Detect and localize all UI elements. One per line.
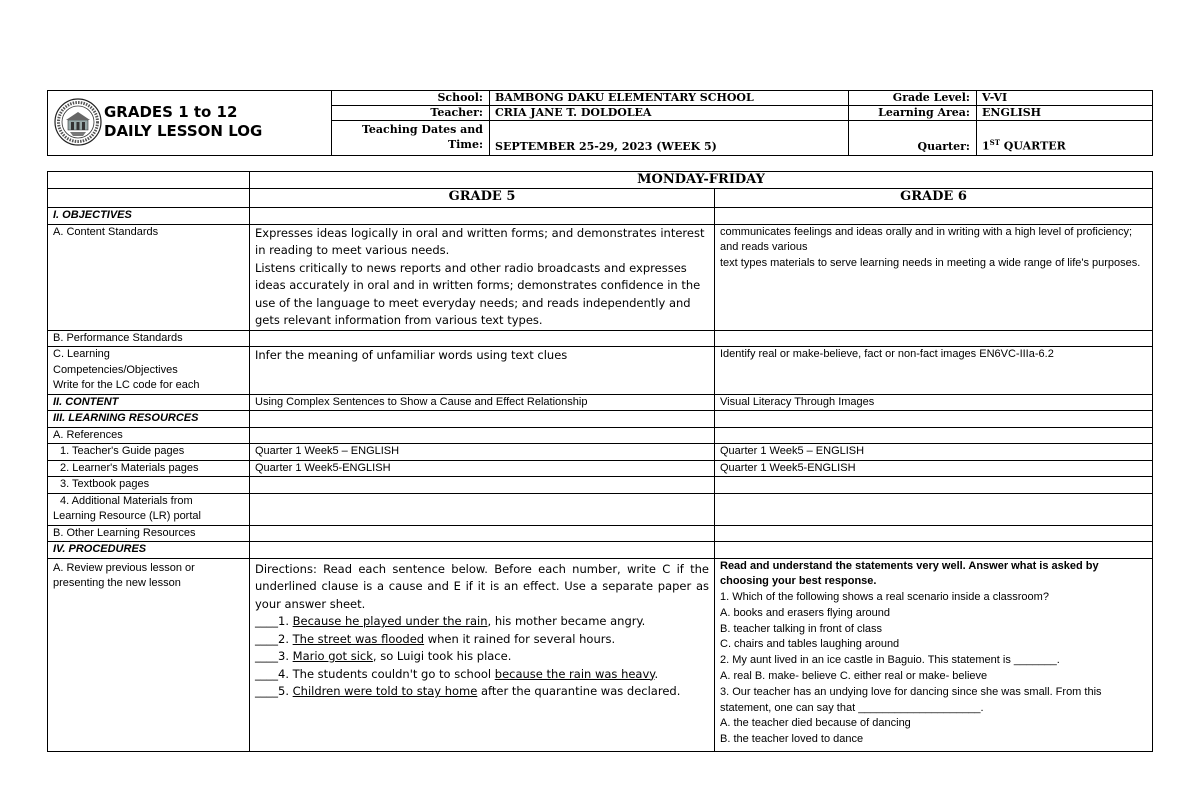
dates-label-line-1: Teaching Dates and bbox=[361, 123, 483, 136]
blank-cell bbox=[250, 477, 715, 494]
competencies-label bbox=[48, 347, 250, 395]
learning-resources-heading: III. LEARNING RESOURCES bbox=[48, 411, 250, 428]
blank-cell bbox=[715, 427, 1153, 444]
procedures-heading: IV. PROCEDURES bbox=[48, 542, 250, 559]
question-line: 1. Which of the following shows a real scenario inside a classroom? bbox=[720, 591, 1049, 604]
other-resources-label: B. Other Learning Resources bbox=[48, 525, 250, 542]
underlined-clause: The street was flooded bbox=[292, 631, 425, 646]
question-line: 3. Our teacher has an undying love for dancing since she was small. From this bbox=[720, 685, 1102, 698]
blank-cell bbox=[715, 542, 1153, 559]
blank-cell bbox=[250, 542, 715, 559]
choice-line: A. books and erasers flying around bbox=[720, 606, 890, 619]
item-text: ____1. bbox=[255, 614, 293, 628]
teachers-guide-g5: Quarter 1 Week5 – ENGLISH bbox=[250, 444, 715, 461]
blank-cell bbox=[48, 172, 250, 189]
text-line: communicates feelings and ideas orally and in writing with a high level of proficiency; bbox=[720, 225, 1133, 238]
blank-cell bbox=[715, 493, 1153, 525]
choice-line: C. chairs and tables laughing around bbox=[720, 638, 900, 651]
title-cell bbox=[48, 91, 332, 156]
text-line: 4. Additional Materials from bbox=[60, 494, 193, 507]
references-label: A. References bbox=[48, 427, 250, 444]
item-text: ____4. The students couldn't go to school bbox=[255, 666, 495, 681]
grade5-heading: GRADE 5 bbox=[250, 189, 715, 208]
blank-cell bbox=[250, 330, 715, 347]
exercise-item bbox=[255, 631, 709, 649]
quarter-suffix: ST bbox=[989, 138, 1000, 148]
teachers-guide-label: 1. Teacher's Guide pages bbox=[48, 444, 250, 461]
exercise-item bbox=[255, 683, 709, 701]
days-heading: MONDAY-FRIDAY bbox=[250, 172, 1153, 189]
quarter-value bbox=[977, 121, 1153, 156]
review-g5 bbox=[250, 558, 715, 751]
text-line: A. Review previous lesson or bbox=[53, 561, 195, 574]
blank-cell bbox=[250, 411, 715, 428]
choice-line: B. teacher talking in front of class bbox=[720, 622, 883, 635]
content-standards-g6 bbox=[715, 224, 1153, 330]
grade-level-value: V-VI bbox=[977, 91, 1153, 106]
text-line: gets relevant information from various text types. bbox=[255, 313, 543, 327]
content-g6: Visual Literacy Through Images bbox=[715, 394, 1153, 411]
text-line: use of the language to meet everyday needs; and reads independently and bbox=[255, 295, 691, 310]
blank-cell bbox=[250, 525, 715, 542]
content-standards-g5 bbox=[250, 224, 715, 330]
performance-standards-label: B. Performance Standards bbox=[48, 330, 250, 347]
text-line: ideas accurately in oral and in written forms; demonstrates confidence in the bbox=[255, 278, 701, 292]
text-line: Listens critically to news reports and other radio broadcasts and expresses bbox=[255, 260, 687, 275]
question-line: 2. My aunt lived in an ice castle in Baguio. This statement is _______. bbox=[720, 654, 1060, 667]
text-line: Expresses ideas logically in oral and written forms; and demonstrates interest bbox=[255, 225, 705, 240]
additional-materials-label bbox=[48, 493, 250, 525]
teacher-value: CRIA JANE T. DOLDOLEA bbox=[490, 106, 849, 121]
textbook-label: 3. Textbook pages bbox=[48, 477, 250, 494]
blank-cell bbox=[715, 330, 1153, 347]
text-line: and reads various bbox=[720, 241, 808, 253]
learning-area-label: Learning Area: bbox=[849, 106, 977, 121]
content-heading: II. CONTENT bbox=[48, 394, 250, 411]
choice-line: A. real B. make- believe C. either real or make- believe bbox=[720, 670, 988, 683]
review-label bbox=[48, 558, 250, 751]
underlined-clause: Because he played under the rain bbox=[292, 614, 488, 628]
content-g5: Using Complex Sentences to Show a Cause and Effect Relationship bbox=[250, 394, 715, 411]
item-text: . bbox=[654, 666, 659, 681]
text-line: text types materials to serve learning needs in meeting a wide range of life's purposes. bbox=[720, 256, 1141, 269]
school-label: School: bbox=[332, 91, 490, 106]
review-g6 bbox=[715, 558, 1153, 751]
choice-line: B. the teacher loved to dance bbox=[720, 733, 864, 746]
dates-label bbox=[332, 121, 490, 156]
blank-cell bbox=[250, 493, 715, 525]
blank-cell bbox=[250, 427, 715, 444]
text-line: in reading to meet various needs. bbox=[255, 243, 450, 257]
lesson-table bbox=[47, 171, 1153, 752]
text-line: Competencies/Objectives bbox=[53, 363, 178, 376]
blank-cell bbox=[48, 189, 250, 208]
grade-level-label: Grade Level: bbox=[849, 91, 977, 106]
dates-label-line-2: Time: bbox=[447, 138, 483, 151]
exercise-item bbox=[255, 613, 709, 631]
exercise-item bbox=[255, 666, 709, 684]
quarter-number: 1 bbox=[982, 140, 990, 153]
content-standards-label: A. Content Standards bbox=[48, 224, 250, 330]
title-line-1: GRADES 1 to 12 bbox=[104, 103, 238, 121]
learners-materials-g5: Quarter 1 Week5-ENGLISH bbox=[250, 460, 715, 477]
text-line: presenting the new lesson bbox=[53, 577, 181, 589]
quarter-word: QUARTER bbox=[999, 140, 1066, 153]
instructions-bold: Read and understand the statements very well. Answer what is asked by bbox=[720, 559, 1099, 572]
blank-cell bbox=[715, 477, 1153, 494]
objectives-heading: I. OBJECTIVES bbox=[48, 208, 250, 225]
learners-materials-g6: Quarter 1 Week5-ENGLISH bbox=[715, 460, 1153, 477]
underlined-clause: Children were told to stay home bbox=[292, 684, 478, 698]
underlined-clause: Mario got sick bbox=[292, 649, 373, 663]
teachers-guide-g6: Quarter 1 Week5 – ENGLISH bbox=[715, 444, 1153, 461]
blank-cell bbox=[715, 411, 1153, 428]
blank-cell bbox=[250, 208, 715, 225]
quarter-label: Quarter: bbox=[849, 121, 977, 156]
competencies-g5: Infer the meaning of unfamiliar words using text clues bbox=[250, 347, 715, 395]
blank-cell bbox=[715, 208, 1153, 225]
title-line-2: DAILY LESSON LOG bbox=[104, 122, 263, 140]
exercise-item bbox=[255, 648, 709, 666]
item-text: when it rained for several hours. bbox=[424, 631, 616, 646]
teacher-label: Teacher: bbox=[332, 106, 490, 121]
competencies-g6: Identify real or make-believe, fact or non-fact images EN6VC-IIIa-6.2 bbox=[715, 347, 1153, 395]
blank-cell bbox=[715, 525, 1153, 542]
learning-area-value: ENGLISH bbox=[977, 106, 1153, 121]
grade6-heading: GRADE 6 bbox=[715, 189, 1153, 208]
question-line: statement, one can say that ____________________. bbox=[720, 701, 984, 714]
item-text: after the quarantine was declared. bbox=[477, 684, 681, 698]
learners-materials-label: 2. Learner's Materials pages bbox=[48, 460, 250, 477]
item-text: ____5. bbox=[255, 684, 293, 698]
text-line: Learning Resource (LR) portal bbox=[53, 510, 201, 522]
choice-line: A. the teacher died because of dancing bbox=[720, 717, 911, 730]
instructions-bold: choosing your best response. bbox=[720, 575, 877, 588]
deped-seal-logo bbox=[54, 98, 102, 146]
item-text: , so Luigi took his place. bbox=[372, 649, 512, 663]
item-text: ____2. bbox=[255, 631, 293, 646]
text-line: Write for the LC code for each bbox=[53, 379, 200, 391]
header-table bbox=[47, 90, 1153, 156]
document-title bbox=[104, 103, 262, 141]
underlined-clause: because the rain was heavy bbox=[494, 666, 655, 681]
dates-value: SEPTEMBER 25-29, 2023 (WEEK 5) bbox=[490, 121, 849, 156]
text-line: C. Learning bbox=[53, 348, 110, 360]
item-text: , his mother became angry. bbox=[487, 614, 646, 628]
directions-text: Directions: Read each sentence below. Before each number, write C if the underlined clause is a cause and E if it is an effect. Use a separate paper as your answer sheet. bbox=[255, 561, 709, 611]
item-text: ____3. bbox=[255, 649, 293, 663]
school-value: BAMBONG DAKU ELEMENTARY SCHOOL bbox=[490, 91, 849, 106]
